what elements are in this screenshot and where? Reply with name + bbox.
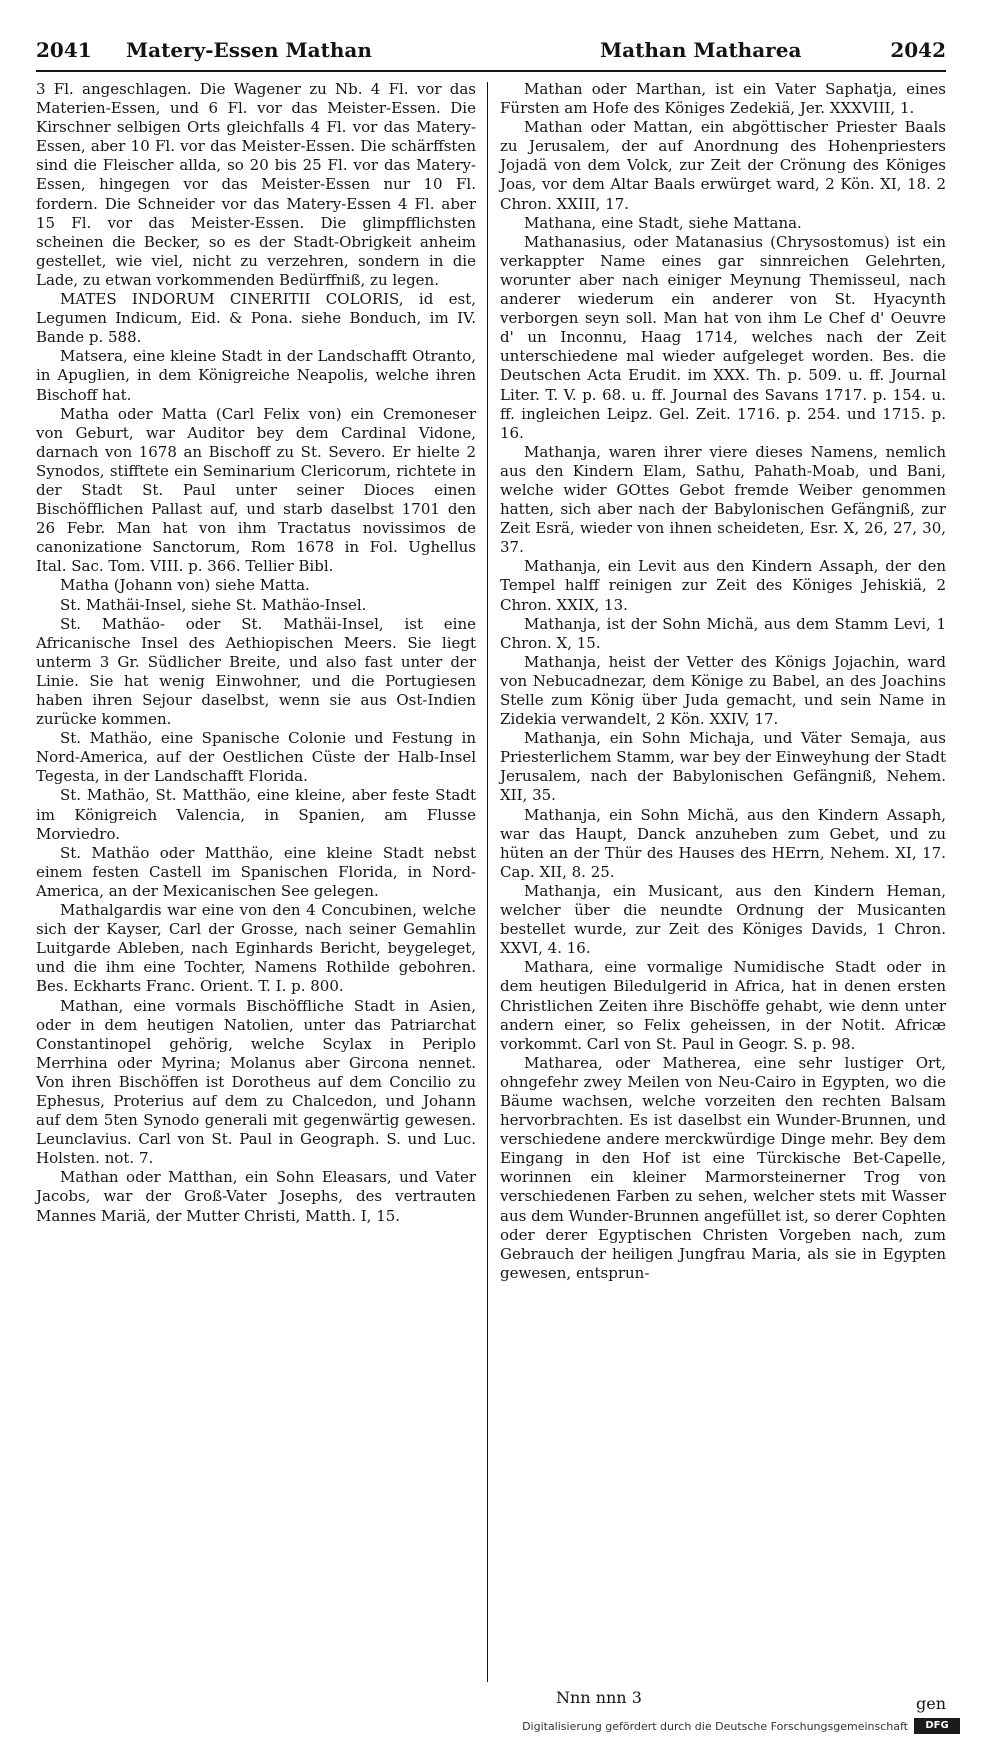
header-keywords-left: Matery-Essen Mathan	[126, 38, 372, 62]
entry-paragraph: MATES INDORUM CINERITII COLORIS, id est, Legumen Indicum, Eid. & Pona. siehe Bonduch, im IV. Bande p. 588.	[36, 290, 476, 347]
entry-paragraph: Mathalgardis war eine von den 4 Concubinen, welche sich der Kayser, Carl der Grosse, nach seiner Gemahlin Luitgarde Ableben, nach Eginhards Bericht, beygeleget, und die ihm eine Tochter, Namens Rothilde gebohren. Bes. Eckharts Franc. Orient. T. I. p. 800.	[36, 901, 476, 996]
header-left	[36, 38, 476, 68]
entry-paragraph: Mathana, eine Stadt, siehe Mattana.	[524, 213, 802, 232]
entry-paragraph: Mathanja, ein Musicant, aus den Kindern Heman, welcher über die neundte Ordnung der Musicanten bestellet wurde, zur Zeit des Königes Davids, 1 Chron. XXVI, 4. 16.	[500, 881, 946, 958]
entry-paragraph: St. Mathäo, eine Spanische Colonie und Festung in Nord-America, auf der Oestlichen Cüste der Halb-Insel Tegesta, in der Landschafft Florida.	[36, 729, 476, 786]
entry-paragraph: St. Mathäo oder Matthäo, eine kleine Stadt nebst einem festen Castell im Spanischen Florida, in Nord-America, an der Mexicanischen See gelegen.	[36, 843, 476, 900]
entry-paragraph: Mathanasius, oder Matanasius (Chrysostomus) ist ein verkappter Name eines gar sinnreichen Gelehrten, worunter aber nach einiger Meynung Themisseul, nach anderer wiederum ein anderer von St. Hyacynth verborgen seyn soll. Man hat von ihm Le Chef d' Oeuvre d' un Inconnu, Haag 1714, welches nach der Zeit unterschiedene mal wieder aufgeleget worden. Bes. die Deutschen Acta Erudit. im XXX. Th. p. 509. u. ff. Journal Liter. T. V. p. 68. u. ff. Journal des Savans 1717. p. 154. u. ff. ingleichen Leipz. Gel. Zeit. 1716. p. 254. und 1715. p. 16.	[500, 232, 946, 442]
entry-paragraph: Matharea, oder Matherea, eine sehr lustiger Ort, ohngefehr zwey Meilen von Neu-Cairo in Egypten, wo die Bäume wachsen, welche vorzeiten den rechten Balsam hervorbrachten. Es ist daselbst ein Wunder-Brunnen, und verschiedene andere merckwürdige Dinge mehr. Bey dem Eingang in den Hof ist eine Türckische Bet-Capelle, worinnen ein kleiner Marmorsteinerner Trog von verschiedenen Farben zu sehen, welcher stets mit Wasser aus dem Wunder-Brunnen angefüllet ist, so derer Cophten oder derer Egyptischen Christen Vorgeben nach, zum Gebrauch der heiligen Jungfrau Maria, als sie in Egypten gewesen, entsprun-	[500, 1053, 946, 1282]
entry-paragraph: St. Mathäi-Insel, siehe St. Mathäo-Insel.	[60, 595, 367, 614]
entry-paragraph: Mathara, eine vormalige Numidische Stadt oder in dem heutigen Biledulgerid in Africa, hat in denen ersten Christlichen Zeiten ihre Bischöffe gehabt, wie denn unter andern einer, so Felix geheissen, in der Notit. Africæ vorkommt. Carl von St. Paul in Geogr. S. p. 98.	[500, 958, 946, 1053]
page-number-left: 2041	[36, 38, 92, 62]
entry-paragraph: Mathanja, waren ihrer viere dieses Namens, nemlich aus den Kindern Elam, Sathu, Pahath-Moab, und Bani, welche wider GOttes Gebot fremde Weiber genommen hatten, sich aber nach der Babylonischen Gefängniß, zur Zeit Esrä, wieder von ihnen scheideten, Esr. X, 26, 27, 30, 37.	[500, 442, 946, 557]
catchword: gen	[915, 1694, 946, 1713]
entry-paragraph: Matsera, eine kleine Stadt in der Landschafft Otranto, in Apuglien, in dem Königreiche Neapolis, welche ihren Bischoff hat.	[36, 347, 476, 404]
dfg-logo: DFG	[914, 1718, 960, 1734]
entry-paragraph: St. Mathäo- oder St. Mathäi-Insel, ist eine Africanische Insel des Aethiopischen Meers. Sie liegt unterm 3 Gr. Südlicher Breite, und also fast unter der Linie. Sie hat wenig Einwohner, und die Portugiesen haben ihren Sejour daselbst, wenn sie aus Ost-Indien zurücke kommen.	[36, 614, 476, 729]
entry-paragraph: Mathanja, ein Sohn Michä, aus den Kindern Assaph, war das Haupt, Danck anzuheben zum Gebet, und zu hüten an der Thür des Hauses des HErrn, Nehem. XI, 17. Cap. XII, 8. 25.	[500, 805, 946, 881]
left-column	[36, 80, 476, 1226]
entry-paragraph: Mathanja, ein Sohn Michaja, und Väter Semaja, aus Priesterlichem Stamm, war bey der Einweyhung der Stadt Jerusalem, nach der Babylonischen Gefängniß, Nehem. XII, 35.	[500, 729, 946, 805]
header-keywords-right: Mathan Matharea	[600, 38, 802, 62]
entry-paragraph: Matha oder Matta (Carl Felix von) ein Cremoneser von Geburt, war Auditor bey dem Cardinal Vidone, darnach von 1678 an Bischoff zu St. Severo. Er hielte 2 Synodos, stifftete ein Seminarium Clericorum, richtete in der Stadt St. Paul unter seiner Dioces einen Bischöfflichen Pallast auf, und starb daselbst 1701 den 26 Febr. Man hat von ihm Tractatus novissimos de canonizatione Sanctorum, Rom 1678 in Fol. Ughellus Ital. Sac. Tom. VIII. p. 366. Tellier Bibl.	[36, 404, 476, 576]
entry-paragraph: Mathanja, ein Levit aus den Kindern Assaph, der den Tempel halff reinigen zur Zeit des Königes Jehiskiä, 2 Chron. XXIX, 13.	[500, 557, 946, 614]
entry-paragraph: Mathan oder Matthan, ein Sohn Eleasars, und Vater Jacobs, war der Groß-Vater Josephs, des vertrauten Mannes Mariä, der Mutter Christi, Matth. I, 15.	[36, 1168, 476, 1225]
entry-paragraph: Mathanja, ist der Sohn Michä, aus dem Stamm Levi, 1 Chron. X, 15.	[500, 614, 946, 652]
entry-paragraph: Matha (Johann von) siehe Matta.	[60, 576, 310, 595]
entry-paragraph: 3 Fl. angeschlagen. Die Wagener zu Nb. 4 Fl. vor das Materien-Essen, und 6 Fl. vor das Meister-Essen. Die Kirschner selbigen Orts gleichfalls 4 Fl. vor das Matery-Essen, aber 10 Fl. vor das Meister-Essen. Die schärffsten sind die Fleischer allda, so 20 bis 25 Fl. vor das Matery-Essen, hingegen vor das Meister-Essen nur 10 Fl. fordern. Die Schneider vor das Matery-Essen 4 Fl. aber 15 Fl. vor das Meister-Essen. Die glimpfflichsten scheinen die Becker, so es der Stadt-Obrigkeit anheim gestellet, wie viel, nicht zu verzehren, sondern in die Lade, zu etwan vorkommenden Bedürffniß, zu legen.	[36, 80, 476, 289]
column-divider	[487, 82, 488, 1682]
entry-paragraph: St. Mathäo, St. Matthäo, eine kleine, aber feste Stadt im Königreich Valencia, in Spanien, am Flusse Morviedro.	[36, 786, 476, 843]
entry-paragraph: Mathanja, heist der Vetter des Königs Jojachin, ward von Nebucadnezar, dem Könige zu Babel, an des Joachins Stelle zum König über Juda gemacht, und sein Name in Zidekia verwandelt, 2 Kön. XXIV, 17.	[500, 652, 946, 729]
signature-mark: Nnn nnn 3	[556, 1688, 642, 1707]
right-column	[500, 80, 946, 1283]
entry-paragraph: Mathan oder Mattan, ein abgöttischer Priester Baals zu Jerusalem, der auf Anordnung des Hohenpriesters Jojadä von dem Volck, zur Zeit der Crönung des Königes Joas, vor dem Altar Baals erwürget ward, 2 Kön. XI, 18. 2 Chron. XXIII, 17.	[500, 118, 946, 213]
header-right	[600, 38, 946, 68]
page-number-right: 2042	[890, 38, 946, 62]
entry-paragraph: Mathan oder Marthan, ist ein Vater Saphatja, eines Fürsten am Hofe des Königes Zedekiä, Jer. XXXVIII, 1.	[500, 80, 946, 118]
digitization-credit: Digitalisierung gefördert durch die Deutsche Forschungsgemeinschaft	[522, 1720, 908, 1733]
entry-paragraph: Mathan, eine vormals Bischöffliche Stadt in Asien, oder in dem heutigen Natolien, unter das Patriarchat Constantinopel gehörig, welche Scylax in Periplo Merrhina oder Myrina; Molanus aber Gircona nennet. Von ihren Bischöffen ist Dorotheus auf dem Concilio zu Ephesus, Proterius auf dem zu Chalcedon, und Johann auf dem 5ten Synodo generali mit gegenwärtig gewesen. Leunclavius. Carl von St. Paul in Geograph. S. und Luc. Holsten. not. 7.	[36, 996, 476, 1168]
header-rule	[36, 70, 946, 72]
